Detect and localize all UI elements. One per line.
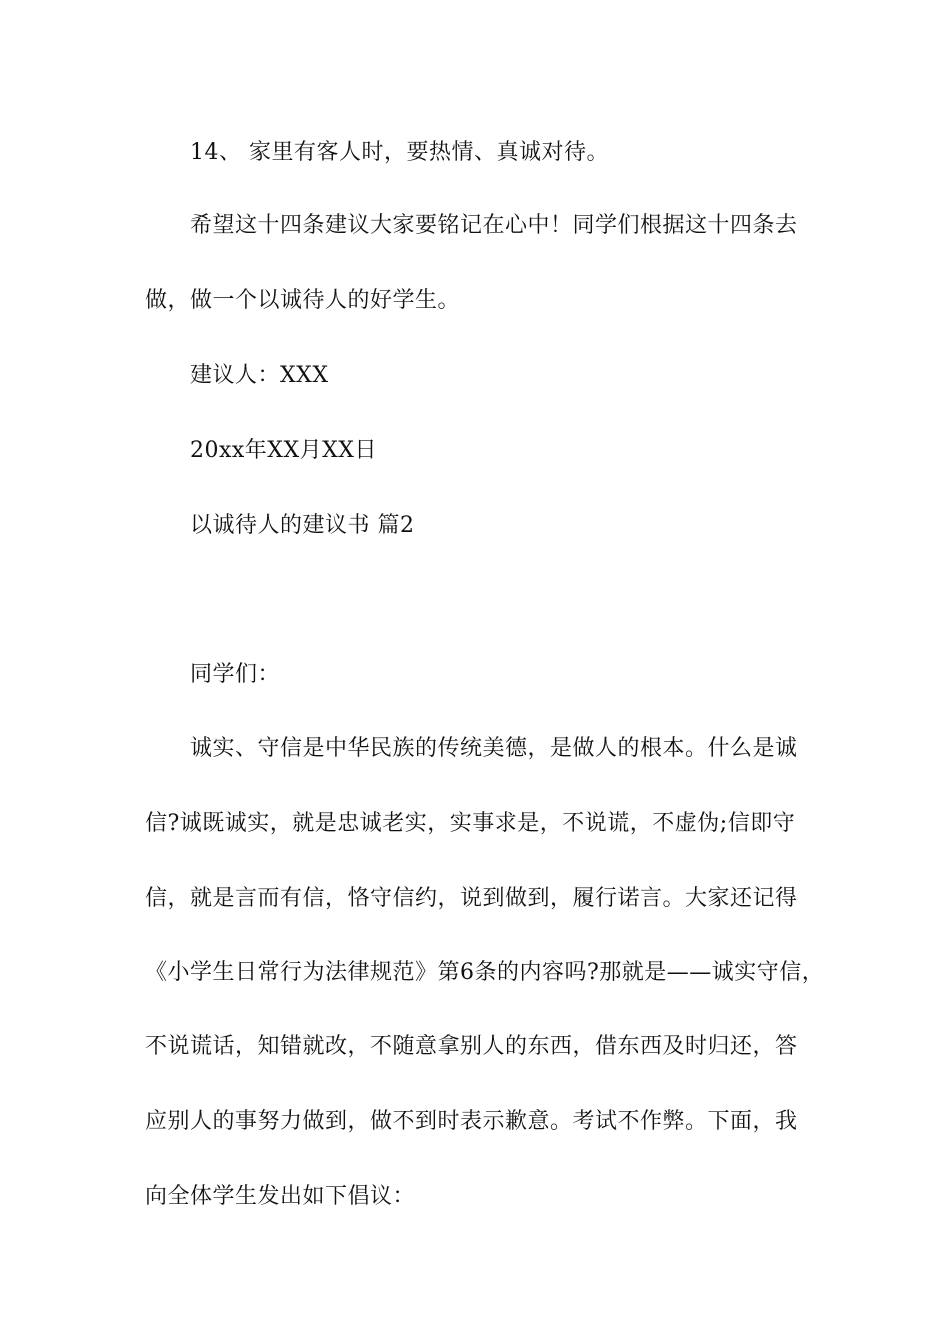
paragraph-line: 《小学生日常行为法律规范》第6条的内容吗?那就是——诚实守信，	[145, 960, 825, 985]
paragraph-line: 信，就是言而有信，恪守信约，说到做到，履行诺言。大家还记得	[145, 886, 798, 911]
section-title: 以诚待人的建议书 篇2	[190, 513, 415, 538]
date-line: 20xx年XX月XX日	[190, 438, 377, 463]
list-item-14: 14、 家里有客人时，要热情、真诚对待。	[190, 140, 609, 165]
signatory-line: 建议人：XXX	[190, 363, 329, 388]
paragraph-line: 信?诚既诚实，就是忠诚老实，实事求是，不说谎，不虚伪;信即守	[145, 811, 796, 836]
salutation: 同学们：	[190, 662, 281, 687]
paragraph-line: 向全体学生发出如下倡议：	[145, 1184, 416, 1209]
paragraph-line: 做，做一个以诚待人的好学生。	[145, 288, 461, 313]
paragraph-line: 诚实、守信是中华民族的传统美德，是做人的根本。什么是诚	[190, 736, 798, 761]
paragraph-line: 希望这十四条建议大家要铭记在心中！同学们根据这十四条去	[190, 213, 798, 238]
paragraph-line: 不说谎话，知错就改，不随意拿别人的东西，借东西及时归还，答	[145, 1034, 798, 1059]
paragraph-line: 应别人的事努力做到，做不到时表示歉意。考试不作弊。下面，我	[145, 1109, 798, 1134]
